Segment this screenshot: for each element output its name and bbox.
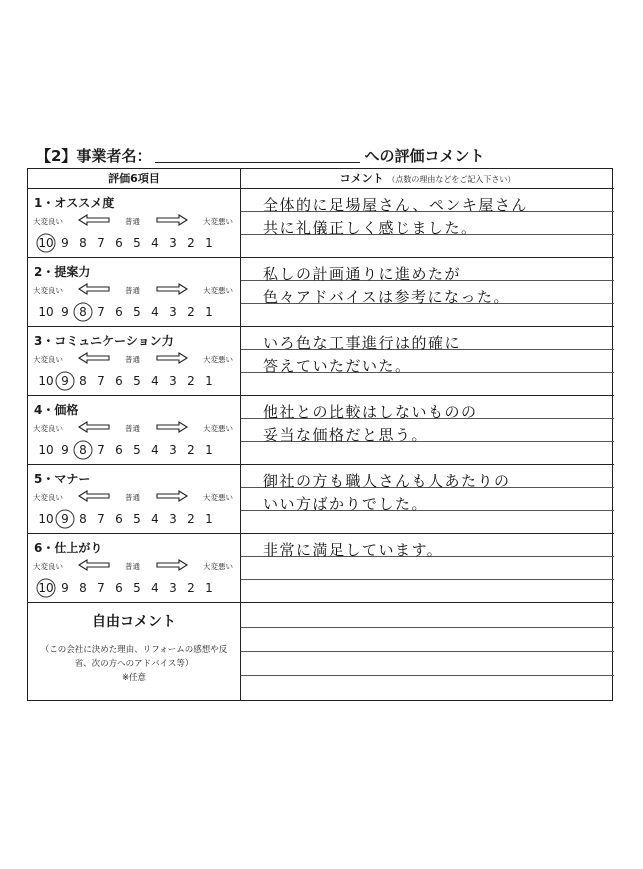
rating-scale[interactable] [36, 374, 236, 388]
rating-option[interactable]: 3 [169, 236, 177, 250]
handwritten-comment-line: 妥当な価格だと思う。 [263, 426, 429, 444]
arrow-left-icon [77, 351, 111, 365]
handwritten-comment-line: 答えていただいた。 [263, 357, 412, 375]
rating-option[interactable]: 8 [79, 512, 87, 526]
arrow-left-icon [77, 282, 111, 296]
rating-option[interactable]: 3 [169, 512, 177, 526]
criteria-title: 2・提案力 [34, 265, 91, 279]
rating-scale-labels [33, 561, 233, 575]
rating-option[interactable]: 3 [169, 581, 177, 595]
rating-option[interactable]: 3 [169, 374, 177, 388]
rating-option[interactable]: 6 [115, 305, 123, 319]
arrow-left-icon [77, 420, 111, 434]
header-suffix: への評価コメント [364, 147, 485, 165]
rating-option[interactable]: 5 [133, 236, 141, 250]
criteria-row [28, 465, 240, 534]
rating-option[interactable]: 9 [61, 305, 69, 319]
rating-option[interactable]: 4 [151, 443, 159, 457]
arrow-right-icon [155, 420, 189, 434]
scale-low-label: 大変良い [33, 355, 63, 364]
rating-option[interactable]: 8 [74, 443, 92, 457]
rating-option[interactable]: 7 [97, 443, 105, 457]
rating-option[interactable]: 1 [205, 443, 213, 457]
rating-option[interactable]: 2 [187, 443, 195, 457]
rating-option[interactable]: 7 [97, 512, 105, 526]
scale-low-label: 大変良い [33, 562, 63, 571]
handwritten-comment-line: 他社との比較はしないものの [263, 403, 478, 421]
comment-cell[interactable] [241, 189, 614, 258]
arrow-right-icon [155, 213, 189, 227]
comment-column-header [241, 169, 614, 189]
handwritten-comment-line: 非常に満足しています。 [263, 541, 444, 559]
scale-mid-label: 普通 [125, 217, 140, 226]
arrow-right-icon [155, 282, 189, 296]
arrow-left-icon [77, 213, 111, 227]
rating-option[interactable]: 6 [115, 581, 123, 595]
free-comment-note: ※任意 [121, 673, 147, 683]
form-header [36, 146, 616, 166]
scale-low-label: 大変良い [33, 424, 63, 433]
scale-mid-label: 普通 [125, 493, 140, 502]
scale-high-label: 大変悪い [203, 355, 233, 364]
rating-option[interactable]: 6 [115, 512, 123, 526]
free-comment-label-cell [28, 603, 240, 700]
scale-high-label: 大変悪い [203, 286, 233, 295]
rating-option[interactable]: 4 [151, 305, 159, 319]
rating-option[interactable]: 10 [38, 512, 54, 526]
rating-option[interactable]: 9 [61, 236, 69, 250]
rating-option[interactable]: 6 [115, 443, 123, 457]
rating-option[interactable]: 5 [133, 305, 141, 319]
arrow-right-icon [155, 351, 189, 365]
criteria-title: 4・価格 [34, 403, 79, 417]
criteria-row [28, 396, 240, 465]
scale-high-label: 大変悪い [203, 493, 233, 502]
comment-cell[interactable] [241, 534, 614, 603]
rating-option[interactable]: 2 [187, 236, 195, 250]
rating-option[interactable]: 8 [79, 374, 87, 388]
rating-option[interactable]: 3 [169, 305, 177, 319]
rating-option[interactable]: 5 [133, 374, 141, 388]
rating-option[interactable]: 10 [36, 581, 56, 595]
evaluation-form [27, 168, 613, 701]
rating-scale[interactable] [36, 305, 236, 319]
rating-option[interactable]: 9 [61, 443, 69, 457]
rating-option[interactable]: 10 [38, 443, 54, 457]
scale-low-label: 大変良い [33, 493, 63, 502]
rating-scale[interactable] [36, 443, 236, 457]
comment-cell[interactable] [241, 258, 614, 327]
criteria-row [28, 258, 240, 327]
rating-option[interactable]: 6 [115, 236, 123, 250]
rating-option[interactable]: 9 [56, 512, 74, 526]
scale-mid-label: 普通 [125, 286, 140, 295]
rating-option[interactable]: 1 [205, 236, 213, 250]
arrow-right-icon [155, 489, 189, 503]
arrow-right-icon [155, 558, 189, 572]
scale-low-label: 大変良い [33, 217, 63, 226]
rating-option[interactable]: 9 [56, 374, 74, 388]
rating-option[interactable]: 9 [61, 581, 69, 595]
rating-option[interactable]: 7 [97, 305, 105, 319]
rating-option[interactable]: 10 [38, 374, 54, 388]
comment-cell[interactable] [241, 327, 614, 396]
rating-option[interactable]: 1 [205, 305, 213, 319]
criteria-row [28, 327, 240, 396]
rating-option[interactable]: 4 [151, 374, 159, 388]
rating-option[interactable]: 4 [151, 236, 159, 250]
criteria-row [28, 189, 240, 258]
rating-scale[interactable] [36, 512, 236, 526]
criteria-column-header [28, 169, 240, 189]
comment-cell[interactable] [241, 396, 614, 465]
rating-option[interactable]: 10 [36, 236, 56, 250]
comment-header-note: （点数の理由などをご記入下さい） [387, 175, 516, 184]
handwritten-comment-line: 私しの計画通りに進めたが [263, 265, 462, 283]
scale-high-label: 大変悪い [203, 424, 233, 433]
rating-option[interactable]: 7 [97, 581, 105, 595]
rating-option[interactable]: 8 [79, 236, 87, 250]
scale-high-label: 大変悪い [203, 562, 233, 571]
scale-mid-label: 普通 [125, 355, 140, 364]
criteria-title: 1・オススメ度 [34, 196, 115, 210]
rating-scale-labels [33, 216, 233, 230]
rating-option[interactable]: 5 [133, 581, 141, 595]
scale-high-label: 大変悪い [203, 217, 233, 226]
rating-option[interactable]: 1 [205, 581, 213, 595]
rating-option[interactable]: 4 [151, 581, 159, 595]
rating-option[interactable]: 7 [97, 236, 105, 250]
rating-scale-labels [33, 285, 233, 299]
scale-mid-label: 普通 [125, 424, 140, 433]
scale-mid-label: 普通 [125, 562, 140, 571]
comment-cell[interactable] [241, 465, 614, 534]
handwritten-comment-line: いろ色な工事進行は的確に [263, 334, 462, 352]
rating-option[interactable]: 10 [38, 305, 54, 319]
criteria-title: 5・マナー [34, 472, 91, 486]
handwritten-comment-line: 色々アドバイスは参考になった。 [263, 288, 511, 306]
rating-option[interactable]: 2 [187, 581, 195, 595]
header-prefix: 【2】事業者名： [36, 147, 152, 165]
rating-option[interactable]: 2 [187, 305, 195, 319]
arrow-left-icon [77, 558, 111, 572]
criteria-title: 6・仕上がり [34, 541, 103, 555]
rating-option[interactable]: 5 [133, 512, 141, 526]
rating-option[interactable]: 3 [169, 443, 177, 457]
arrow-left-icon [77, 489, 111, 503]
rating-option[interactable]: 1 [205, 512, 213, 526]
rating-option[interactable]: 2 [187, 512, 195, 526]
free-comment-title: 自由コメント [92, 614, 176, 630]
handwritten-comment-line: 全体的に足場屋さん、ペンキ屋さん [263, 196, 528, 214]
criteria-row [28, 534, 240, 603]
rating-scale-labels [33, 423, 233, 437]
rating-option[interactable]: 5 [133, 443, 141, 457]
rating-option[interactable]: 6 [115, 374, 123, 388]
criteria-title: 3・コミュニケーション力 [34, 334, 174, 348]
comment-header-label: コメント [339, 172, 384, 185]
rating-scale-labels [33, 492, 233, 506]
free-comment-area[interactable] [241, 603, 614, 700]
criteria-header-label: 評価6項目 [108, 172, 160, 185]
rating-option[interactable]: 4 [151, 512, 159, 526]
free-comment-desc-text: （この会社に決めた理由、リフォームの感想や反省、次の方へのアドバイス等） [40, 645, 228, 669]
handwritten-comment-line: いい方ばかりでした。 [263, 495, 429, 513]
free-comment-description [34, 643, 234, 685]
rating-scale[interactable] [36, 236, 236, 250]
rating-scale[interactable] [36, 581, 236, 595]
rating-option[interactable]: 7 [97, 374, 105, 388]
rating-option[interactable]: 1 [205, 374, 213, 388]
company-name-field[interactable] [155, 148, 360, 163]
rating-option[interactable]: 2 [187, 374, 195, 388]
rating-option[interactable]: 8 [74, 305, 92, 319]
handwritten-comment-line: 共に礼儀正しく感じました。 [263, 219, 478, 237]
rating-option[interactable]: 8 [79, 581, 87, 595]
scale-low-label: 大変良い [33, 286, 63, 295]
rating-scale-labels [33, 354, 233, 368]
handwritten-comment-line: 御社の方も職人さんも人あたりの [263, 472, 511, 490]
